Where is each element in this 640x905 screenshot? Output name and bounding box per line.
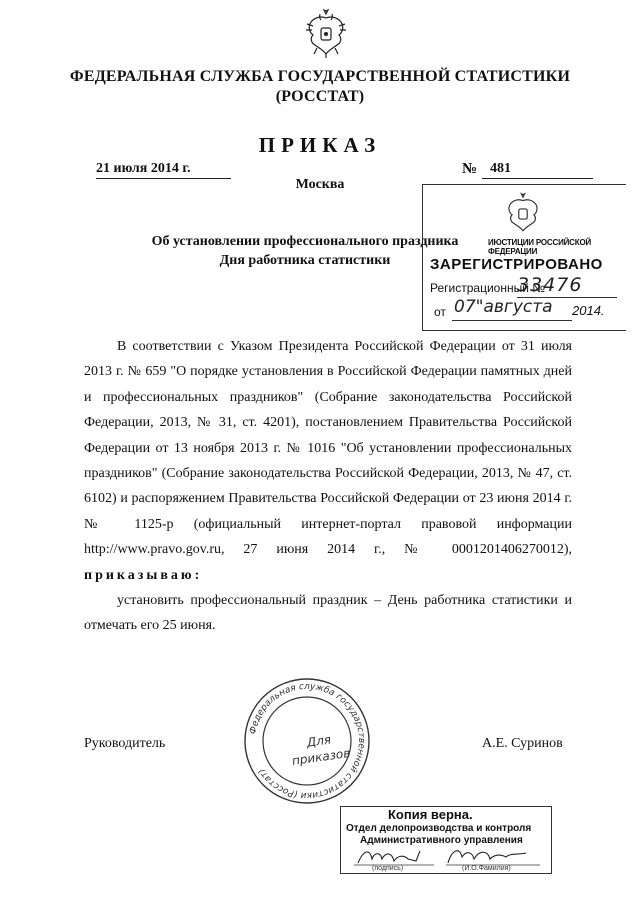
city: Москва [295,177,345,192]
body-paragraph-2: установить профессиональный праздник – День работника статистики и отмечать его 25 июня. [84,593,572,634]
order-body [84,334,572,639]
order-date: 21 июля 2014 г. [96,161,231,179]
agency-name: ФЕДЕРАЛЬНАЯ СЛУЖБА ГОСУДАРСТВЕННОЙ СТАТИСТИКИ [69,68,571,85]
body-paragraph-1 [84,334,572,588]
registration-emblem-icon [502,192,544,236]
registration-year: 2014. [572,303,605,318]
signer-role: Руководитель [84,736,166,751]
order-number-label: № [462,161,478,177]
copy-stamp-department: Отдел делопроизводства и контроля [346,823,532,834]
registration-date-prefix: от [434,305,446,319]
order-subject [120,232,490,270]
registration-number: 33476 [517,274,583,296]
registration-number-label: Регистрационный № [430,281,546,295]
command-word: приказываю: [84,567,203,583]
agency-abbreviation: (РОССТАТ) [275,88,365,105]
handwritten-signatures [350,845,545,867]
copy-stamp-signature-caption: (подпись) [372,865,404,872]
copy-stamp-title: Копия верна. [388,807,473,822]
registration-date: 07"августа [454,297,553,317]
registration-status: ЗАРЕГИСТРИРОВАНО [430,256,603,273]
copy-stamp-division: Административного управления [360,835,523,846]
subject-line-1: Об установлении профессионального праздника [151,234,459,249]
coat-of-arms-icon [301,8,351,60]
signer-name: А.Е. Суринов [482,736,563,751]
legal-basis-text: В соответствии с Указом Президента Российской Федерации от 31 июля 2013 г. № 659 "О порядке установления в Российской Федерации памятных дней и профессиональных праздников" (Собрание законодательства Российской Федерации, 2013, № 31, ст. 4201), постановлением Правительства Российской Федерации от 13 ноября 2013 г. № 1016 "Об установлении профессиональных праздников" (Собрание законодательства Российской Федерации, 2013, № 47, ст. 6102) и распоряжением Правительства Российской Федерации от 23 июня 2014 г. № 1125-р (официальный интернет-портал правовой информации http://www.pravo.gov.ru, 27 июня 2014 г., № 0001201406270012), [84,339,572,558]
order-number: 481 [482,161,593,179]
document-type: ПРИКАЗ [258,133,382,157]
seal-ring-text: Федеральная служба государственной статистики (Росстат) [248,681,367,801]
copy-stamp-name-caption: (И.О.Фамилия) [462,865,511,872]
subject-line-2: Дня работника статистики [219,253,391,268]
seal-center-line-2: приказов [291,745,352,768]
registration-ministry: ИЮСТИЦИИ РОССИЙСКОЙ ФЕДЕРАЦИИ [488,238,592,256]
seal-center-line-1: Для [305,732,332,750]
